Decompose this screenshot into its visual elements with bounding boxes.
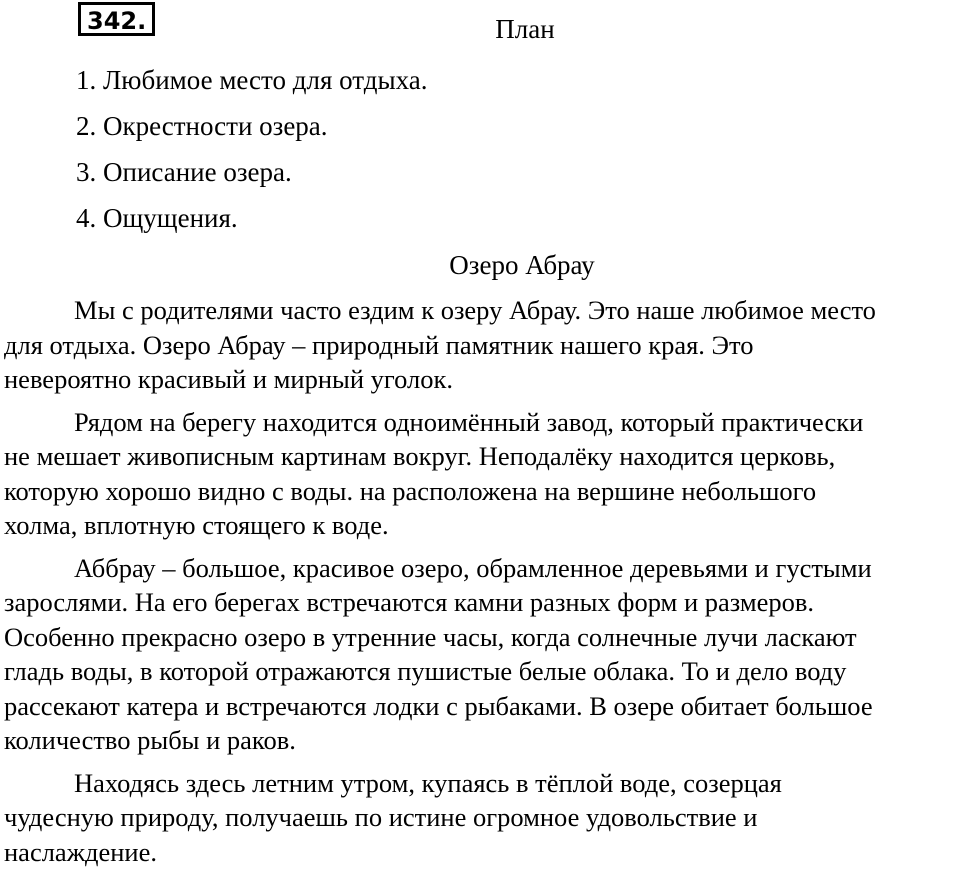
essay-title: Озеро Абрау [449, 250, 595, 280]
essay-line: Находясь здесь летним утром, купаясь в тёплой воде, созерцая [74, 767, 782, 798]
exercise-number: 342. [78, 2, 155, 36]
essay-line: количество рыбы и раков. [4, 725, 296, 755]
plan-item: 3. Описание озера. [76, 157, 292, 187]
essay-line: Особенно прекрасно озеро в утренние часы, когда солнечные лучи ласкают [4, 621, 857, 652]
essay-line: Мы с родителями часто ездим к озеру Абрау. Это наше любимое место [74, 295, 876, 325]
essay-paragraph [4, 551, 960, 758]
essay-line: не мешает живописным картинам вокруг. Неподалёку находится церковь, [4, 441, 836, 471]
essay-line: для отдыха. Озеро Абрау – природный памятник нашего края. Это [4, 329, 754, 360]
essay-paragraph [4, 293, 960, 397]
essay-line: невероятно красивый и мирный уголок. [4, 364, 453, 394]
essay-line: холма, вплотную стоящего к воде. [4, 510, 389, 540]
plan-item: 4. Ощущения. [76, 203, 238, 233]
essay-line: Рядом на берегу находится одноимённый завод, который практически [74, 406, 864, 437]
essay-line: чудесную природу, получаешь по истине огромное удовольствие и [4, 802, 758, 832]
essay-paragraph [4, 405, 960, 543]
plan-item: 1. Любимое место для отдыха. [76, 65, 428, 95]
essay-line: гладь воды, в которой отражаются пушистые белые облака. То и дело воду [4, 656, 847, 686]
essay-line: зарослями. На его берегах встречаются камни разных форм и размеров. [4, 587, 815, 617]
essay-line: наслаждение. [4, 836, 157, 867]
plan-item: 2. Окрестности озера. [76, 111, 328, 141]
essay-line: которую хорошо видно с воды. на расположена на вершине небольшого [4, 475, 817, 506]
plan-list [76, 63, 427, 247]
essay-line: Аббрау – большое, красивое озеро, обрамленное деревьями и густыми [74, 552, 872, 583]
essay-line: рассекают катера и встречаются лодки с рыбаками. В озере обитает большое [4, 690, 873, 721]
essay-body [4, 293, 960, 877]
essay-paragraph [4, 766, 960, 870]
plan-heading: План [495, 14, 555, 44]
